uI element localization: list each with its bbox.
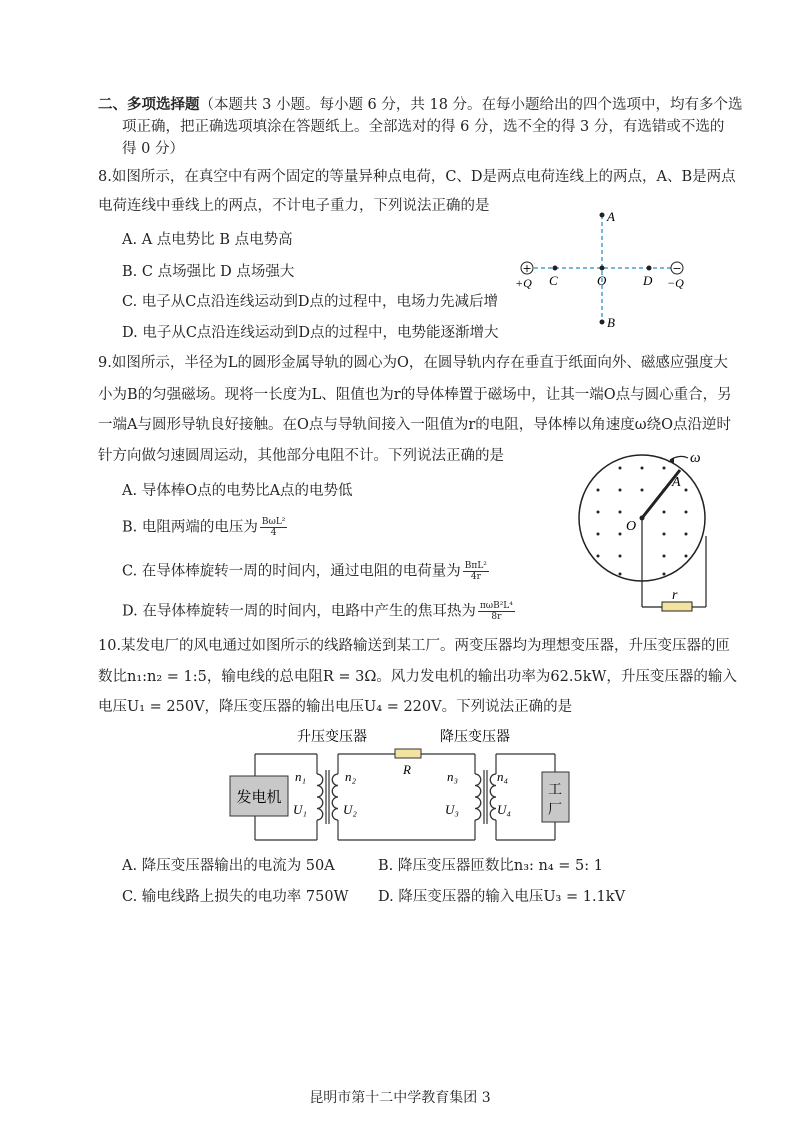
- label-minus-q: −Q: [667, 276, 684, 290]
- negative-sign: −: [672, 262, 682, 275]
- q9-option-b-fraction: [260, 517, 288, 538]
- label-n1: n₁: [295, 769, 307, 784]
- q9-option-d-text: D. 在导体棒旋转一周的时间内，电路中产生的焦耳热为: [122, 603, 476, 620]
- point-a-dot: [600, 213, 605, 218]
- q10-stem-2: 数比n₁:n₂ = 1:5，输电线的总电阻R = 3Ω。风力发电机的输出功率为62.5kW，升压变压器的输入: [98, 669, 737, 685]
- point-c-dot: [553, 266, 558, 271]
- q9-rotating-rod-figure: [570, 448, 720, 618]
- q10-stem-1: 10.某发电厂的风电通过如图所示的线路输送到某工厂。两变压器均为理想变压器，升压变压器的匝: [98, 638, 731, 654]
- q9-option-b: [122, 517, 289, 538]
- q9-stem-4: 针方向做匀速圆周运动，其他部分电阻不计。下列说法正确的是: [98, 448, 504, 464]
- point-d-dot: [647, 266, 652, 271]
- section-intro-1: （本题共 3 小题。每小题 6 分，共 18 分。在每小题给出的四个选项中，均有多个选: [199, 97, 743, 113]
- step-down-label: 降压变压器: [440, 729, 510, 745]
- label-n4: n₄: [497, 769, 509, 784]
- line-resistor: [395, 749, 421, 758]
- label-resistor: R: [403, 762, 411, 777]
- resistor-r: [662, 602, 692, 611]
- frac-num: BωL²: [261, 517, 286, 527]
- q10-option-b: B. 降压变压器匝数比n₃: n₄ = 5: 1: [378, 858, 603, 874]
- factory-label-2: 厂: [548, 802, 562, 818]
- section-intro-2: 项正确，把正确选项填涂在答题纸上。全部选对的得 6 分，选不全的得 3 分，有选错或不选的: [122, 119, 725, 135]
- label-u4: U₄: [497, 802, 511, 817]
- positive-sign: +: [522, 262, 532, 275]
- section-intro-3: 得 0 分）: [122, 141, 184, 157]
- section-heading-line: [98, 96, 743, 114]
- point-b-dot: [600, 320, 605, 325]
- q8-option-a: A. A 点电势比 B 点电势高: [122, 232, 293, 248]
- label-b: B: [607, 315, 615, 330]
- q9-stem-2: 小为B的匀强磁场。现将一长度为L、阻值也为r的导体棒置于磁场中，让其一端O点与圆心重合，另: [98, 387, 732, 403]
- page-footer: 昆明市第十二中学教育集团 3: [309, 1090, 491, 1106]
- label-d: D: [643, 273, 653, 288]
- frac-den: 4: [270, 528, 277, 538]
- q10-option-d: D. 降压变压器的输入电压U₃ = 1.1kV: [378, 889, 626, 905]
- q9-stem-3: 一端A与圆形导轨良好接触。在O点与导轨间接入一阻值为r的电阻，导体棒以角速度ω绕O点沿逆时: [98, 417, 731, 433]
- q9-option-c-fraction: [463, 561, 489, 582]
- frac-num: BπL²: [464, 561, 487, 571]
- label-n3: n₃: [447, 769, 459, 784]
- label-u3: U₃: [445, 802, 459, 817]
- q9-option-c-text: C. 在导体棒旋转一周的时间内，通过电阻的电荷量为: [122, 563, 461, 580]
- q10-option-c: C. 输电线路上损失的电功率 750W: [122, 889, 349, 905]
- q10-stem-3: 电压U₁ = 250V，降压变压器的输出电压U₄ = 220V。下列说法正确的是: [98, 699, 573, 715]
- q9-option-d-fraction: [478, 601, 515, 622]
- coil-n3: [475, 774, 481, 820]
- label-c: C: [549, 273, 558, 288]
- label-o: O: [597, 273, 607, 288]
- coil-n4: [490, 774, 496, 820]
- label-o: O: [626, 519, 637, 534]
- label-n2: n₂: [345, 769, 357, 784]
- section-heading: 二、多项选择题: [98, 96, 200, 113]
- factory-label-1: 工: [548, 782, 562, 798]
- q9-option-a: A. 导体棒O点的电势比A点的电势低: [122, 483, 353, 499]
- label-a: A: [607, 209, 615, 224]
- q8-stem-2: 电荷连线中垂线上的两点，不计电子重力，下列说法正确的是: [98, 198, 490, 214]
- coil-n1: [317, 774, 323, 820]
- label-a: A: [672, 475, 681, 490]
- q8-option-b: B. C 点场强比 D 点场强大: [122, 264, 295, 280]
- label-plus-q: +Q: [515, 276, 532, 290]
- label-r: r: [672, 588, 678, 603]
- frac-den: 8r: [491, 612, 502, 622]
- q10-option-a: A. 降压变压器输出的电流为 50A: [122, 858, 335, 874]
- coil-n2: [332, 774, 338, 820]
- rotation-arrowhead: [668, 457, 674, 463]
- label-u1: U₁: [293, 802, 307, 817]
- q8-option-c: C. 电子从C点沿连线运动到D点的过程中，电场力先减后增: [122, 294, 499, 310]
- frac-num: πωB²L⁴: [479, 601, 513, 611]
- label-u2: U₂: [343, 802, 357, 817]
- q8-charge-figure: [505, 205, 705, 335]
- step-up-label: 升压变压器: [297, 729, 367, 745]
- q9-option-c: [122, 561, 491, 582]
- q10-transmission-figure: [225, 722, 595, 847]
- q8-option-d: D. 电子从C点沿连线运动到D点的过程中，电势能逐渐增大: [122, 325, 499, 341]
- q9-option-b-text: B. 电阻两端的电压为: [122, 519, 258, 536]
- frac-den: 4r: [470, 572, 481, 582]
- label-omega: ω: [690, 450, 701, 466]
- q8-stem-1: 8.如图所示，在真空中有两个固定的等量异种点电荷，C、D是两点电荷连线上的两点，A、B是两点: [98, 169, 736, 185]
- q9-option-d: [122, 601, 517, 622]
- generator-label: 发电机: [236, 788, 282, 806]
- q9-stem-1: 9.如图所示，半径为L的圆形金属导轨的圆心为O，在圆导轨内存在垂直于纸面向外、磁感应强度大: [98, 355, 728, 371]
- point-o-dot: [600, 266, 605, 271]
